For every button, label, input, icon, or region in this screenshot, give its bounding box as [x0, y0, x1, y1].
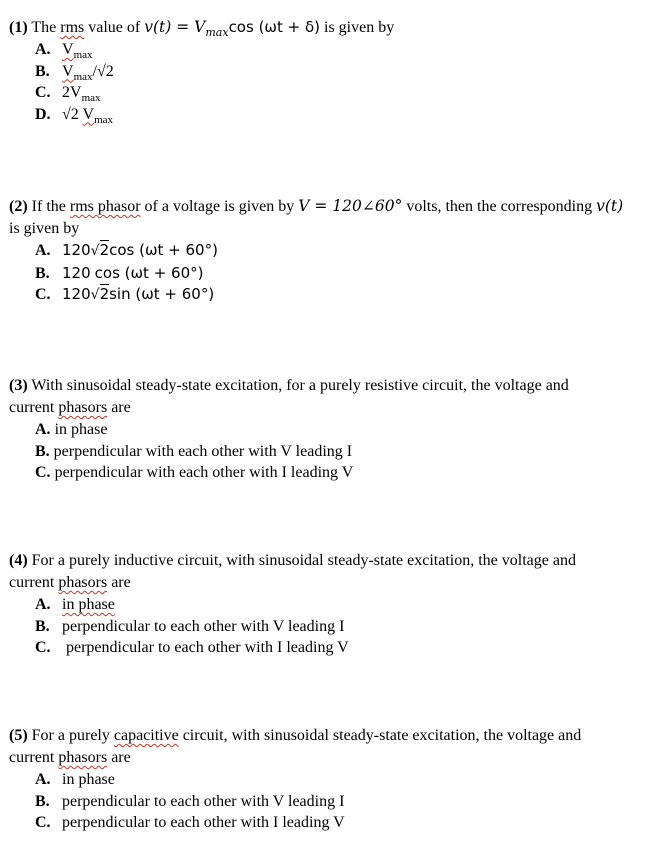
question-2 — [9, 195, 669, 307]
option-b: B. perpendicular to each other with V leading I — [35, 792, 345, 810]
option-c: C. perpendicular to each other with I leading V — [35, 814, 345, 831]
option-c: C. 120√2sin (ωt + 60°) — [35, 285, 215, 303]
question-number: (5) — [9, 727, 28, 744]
spellcheck-word: phasors — [58, 749, 108, 766]
spellcheck-word: rms phasor — [69, 198, 141, 215]
stem-text: are — [111, 399, 131, 416]
options-list — [9, 594, 669, 659]
option-a: A. in phase — [35, 771, 115, 788]
stem-text: value of — [88, 19, 141, 36]
spellcheck-word: phasors — [58, 399, 108, 416]
option-a: A. in phase — [35, 421, 108, 438]
option-c: C. perpendicular to each other with I leading V — [35, 639, 349, 656]
options-list — [9, 769, 669, 834]
stem-text: For a purely inductive circuit, with sinusoidal steady-state excitation, the voltage and — [31, 552, 576, 569]
question-number: (2) — [9, 198, 28, 215]
question-number: (4) — [9, 552, 28, 569]
stem-text: are — [111, 574, 131, 591]
option-a: A. 120√2cos (ωt + 60°) — [35, 241, 218, 259]
stem-text: With sinusoidal steady-state excitation, for a purely resistive circuit, the voltage and — [31, 377, 569, 394]
option-d: D. √2 $V_{max}$ — [35, 105, 114, 126]
question-number: (1) — [9, 19, 28, 36]
math-expression: V = 120∠60° — [298, 197, 403, 215]
options-list — [9, 419, 669, 484]
spellcheck-word: phasors — [58, 574, 108, 591]
stem-text: current — [9, 574, 55, 591]
option-b: B. 120 cos (ωt + 60°) — [35, 263, 204, 282]
stem-text: of a voltage is given by — [144, 198, 295, 215]
stem-text: The — [31, 19, 57, 36]
math-expression: $v(t) = V_{max}\cos$ (ωt + δ) — [144, 18, 320, 40]
stem-text: volts, then the corresponding — [406, 198, 593, 215]
question-5-stem — [9, 725, 669, 769]
options-list — [9, 39, 669, 125]
stem-text: circuit, with sinusoidal steady-state excitation, the voltage and — [182, 727, 582, 744]
stem-text: is given by — [9, 220, 80, 237]
question-1-stem — [9, 16, 669, 39]
option-a: A. $V_{max}$ — [35, 41, 93, 62]
spellcheck-word: capacitive — [113, 727, 179, 744]
question-2-stem — [9, 195, 669, 240]
stem-text: If the — [31, 198, 66, 215]
question-5 — [9, 725, 669, 834]
question-4 — [9, 550, 669, 659]
options-list — [9, 240, 669, 307]
option-a: A. in phase — [35, 596, 115, 613]
stem-text: are — [111, 749, 131, 766]
stem-text: is given by — [324, 19, 395, 36]
question-3 — [9, 375, 669, 484]
option-c: C. $2V_{max}$ — [35, 84, 101, 105]
stem-text: current — [9, 399, 55, 416]
stem-text: current — [9, 749, 55, 766]
option-b: B. $V_{max}/√2$ — [35, 62, 114, 83]
option-c: C. perpendicular with each other with I leading V — [35, 464, 354, 481]
question-number: (3) — [9, 377, 28, 394]
math-expression: v(t) — [596, 197, 624, 215]
option-b: B. perpendicular to each other with V leading I — [35, 617, 345, 635]
stem-text: For a purely — [31, 727, 110, 744]
spellcheck-word: rms — [60, 19, 85, 36]
question-1 — [9, 16, 669, 125]
question-4-stem — [9, 550, 669, 594]
question-3-stem — [9, 375, 669, 419]
option-b: B. perpendicular with each other with V leading I — [35, 442, 353, 460]
